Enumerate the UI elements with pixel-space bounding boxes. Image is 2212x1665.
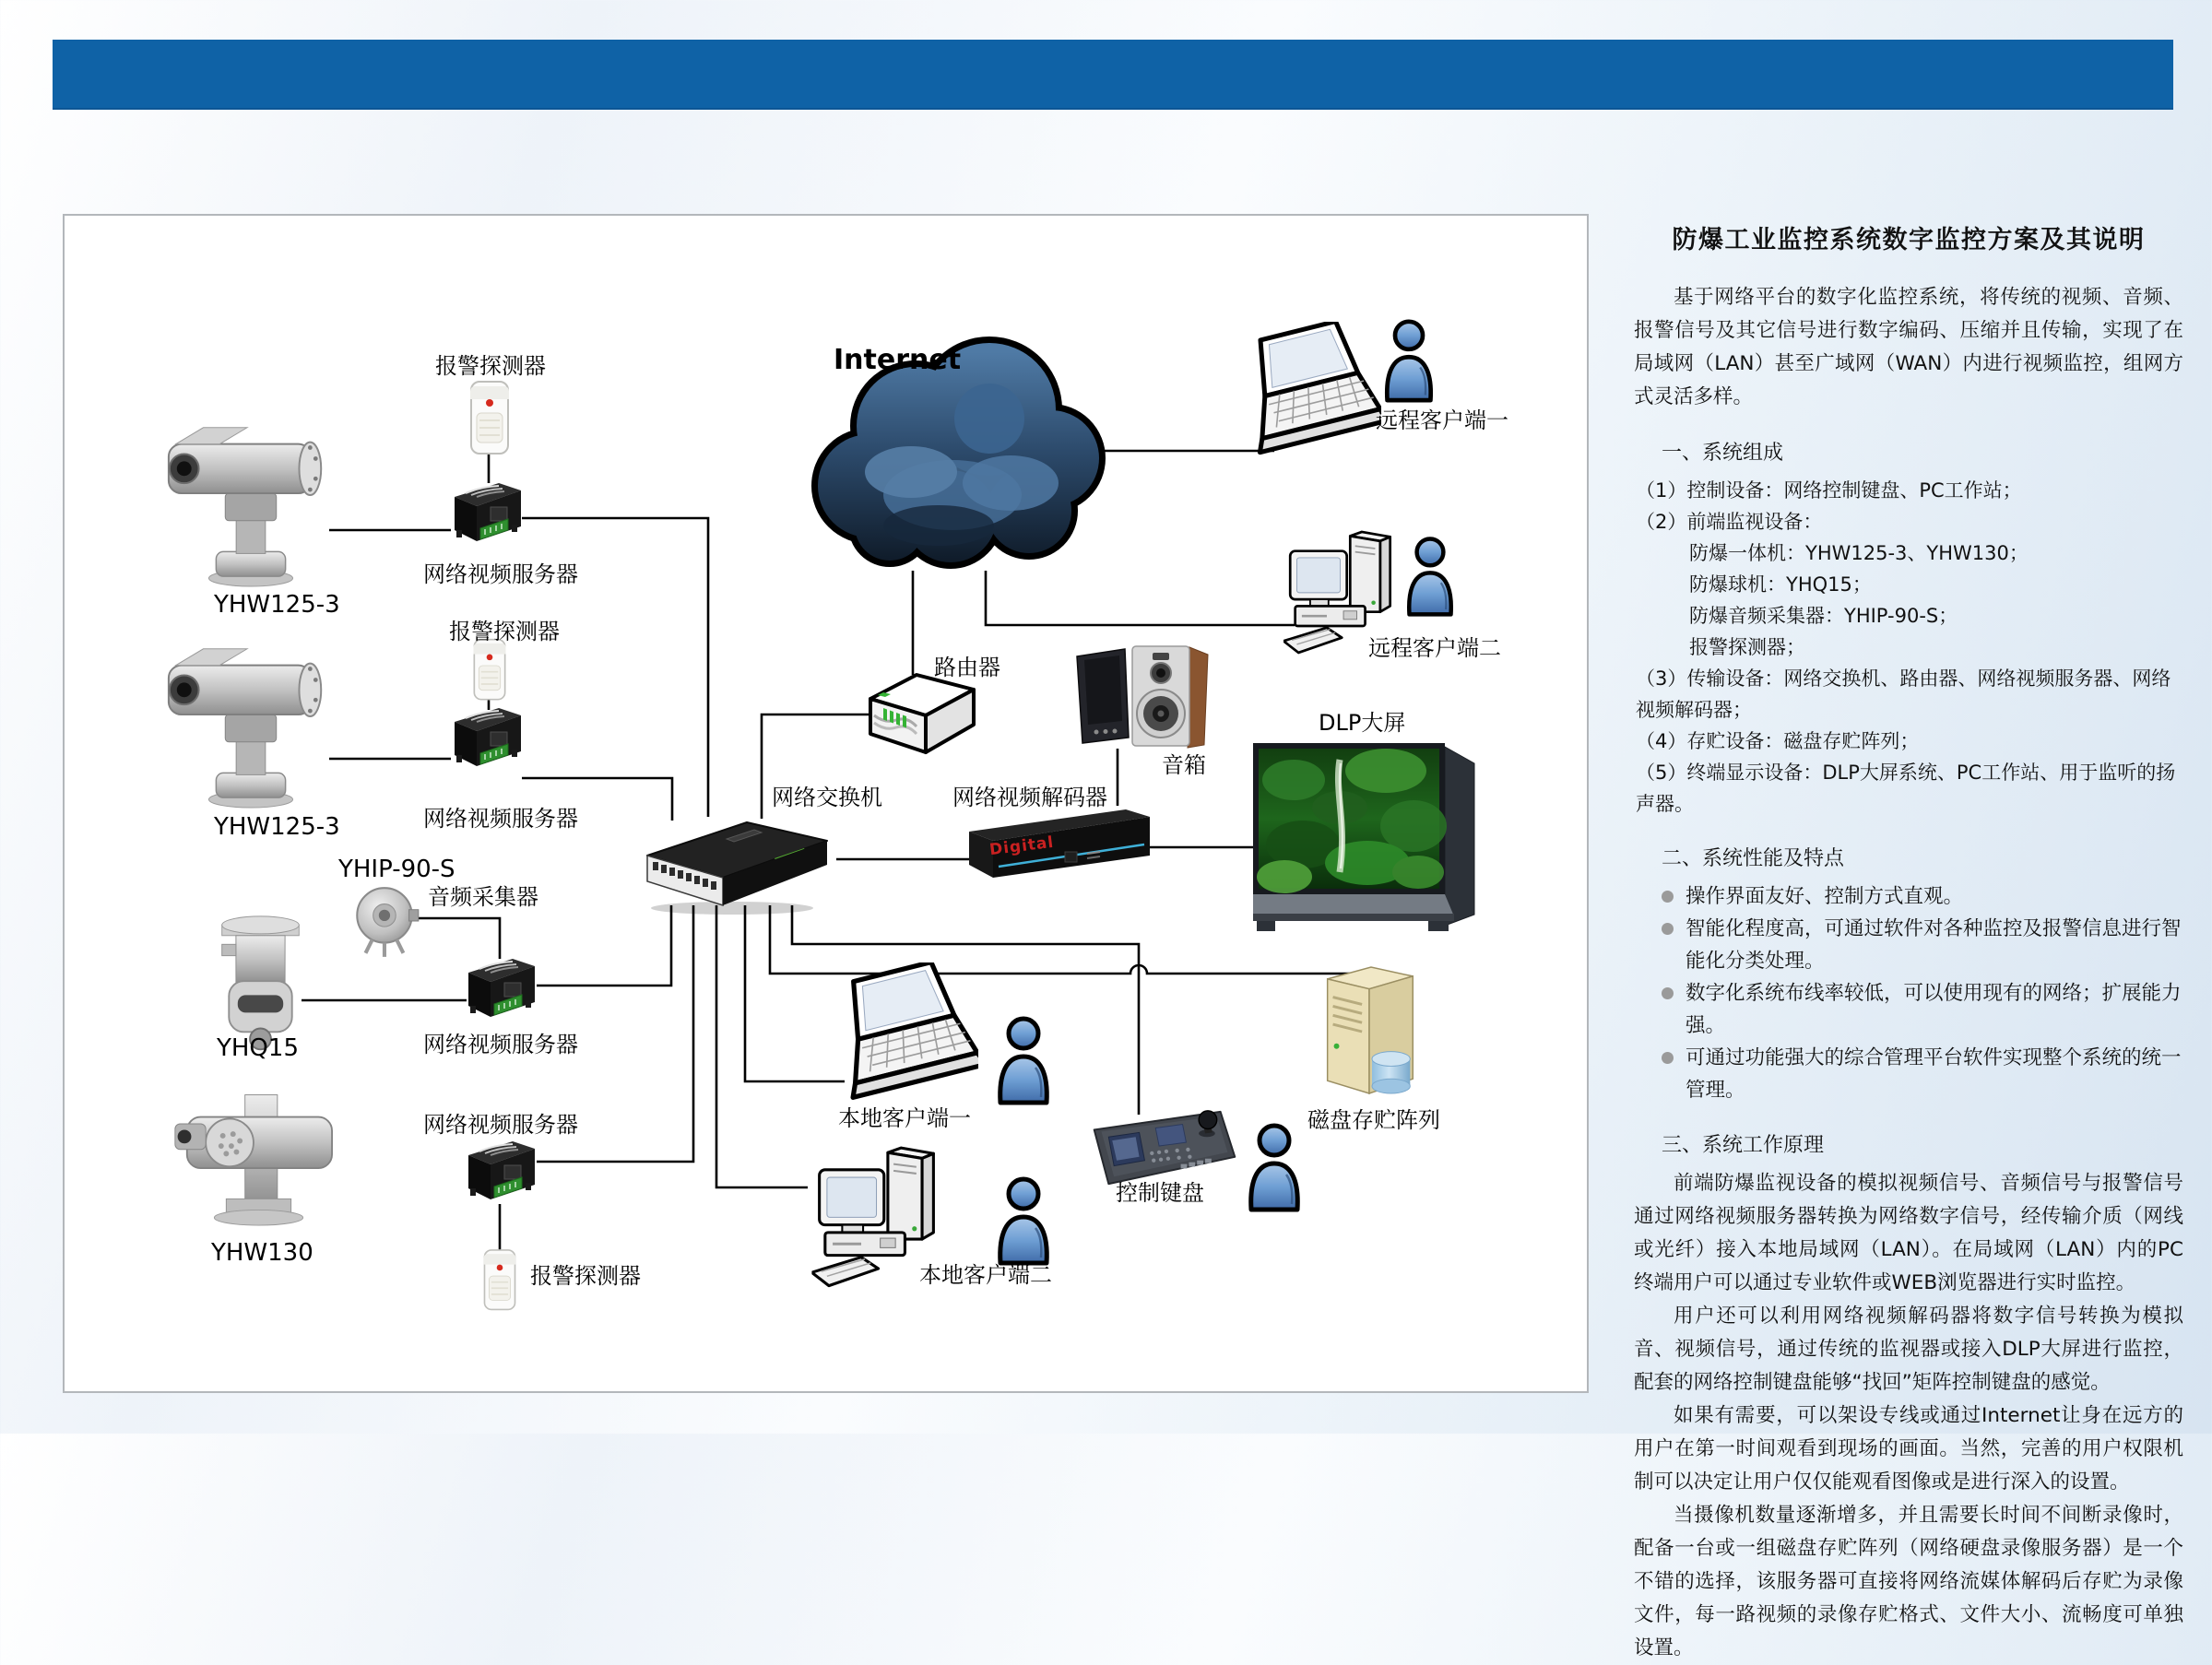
remote-user-2: [1403, 535, 1457, 618]
router-label: 路由器: [934, 655, 1000, 680]
local-user-2: [994, 1175, 1053, 1267]
decoder-label: 网络视频解码器: [952, 785, 1107, 810]
diagram-panel: [63, 214, 1589, 1393]
video-server-label-1: 网络视频服务器: [423, 561, 578, 587]
disk-array-device: [1307, 962, 1430, 1101]
remote-laptop: [1243, 322, 1381, 460]
bullet-dot-icon: [1662, 923, 1674, 935]
control-keyboard-label: 控制键盘: [1116, 1180, 1204, 1206]
local-laptop: [835, 962, 978, 1105]
feature-item: [1662, 913, 2183, 977]
bullet-dot-icon: [1662, 987, 1674, 999]
video-server-4: [461, 1136, 540, 1208]
video-server-label-3: 网络视频服务器: [423, 1032, 578, 1057]
intro-paragraph: 基于网络平台的数字化监控系统，将传统的视频、音频、报警信号及其它信号进行数字编码、压缩并且传输，实现了在局域网（LAN）甚至广域网（WAN）内进行视频监控，组网方式灵活多样。: [1634, 286, 2183, 408]
decoder-device: [962, 800, 1155, 885]
feature-text: 可通过功能强大的综合管理平台软件实现整个系统的统一管理。: [1686, 1046, 2182, 1102]
audio-model-label: YHIP-90-S: [338, 856, 455, 883]
local-client2-label: 本地客户端二: [919, 1262, 1052, 1288]
section-principle: [1634, 1130, 2183, 1665]
s1-sub2: 防爆球机：YHQ15；: [1689, 573, 1872, 596]
audio-collector: [353, 881, 420, 961]
video-server-label-2: 网络视频服务器: [423, 806, 578, 832]
feature-item: [1662, 977, 2183, 1042]
s1-item4: （4）存贮设备：磁盘存贮阵列；: [1636, 730, 1920, 752]
video-server-label-4: 网络视频服务器: [423, 1112, 578, 1138]
video-server-3: [461, 953, 540, 1025]
audio-name-label: 音频采集器: [428, 884, 538, 910]
s1-item1: （1）控制设备：网络控制键盘、PC工作站；: [1636, 479, 2022, 502]
ptz-camera-1: [160, 407, 342, 590]
switch-device: [638, 813, 836, 916]
s1-item3: （3）传输设备：网络交换机、路由器、网络视频服务器、网络视频解码器；: [1636, 667, 2171, 721]
alarm-detector-1: [468, 380, 511, 457]
remote-user-1: [1381, 317, 1437, 404]
disk-array-label: 磁盘存贮阵列: [1307, 1107, 1440, 1133]
internet-label: Internet: [834, 344, 962, 376]
camera2-label: YHW125-3: [214, 813, 340, 841]
detector-label-3: 报警探测器: [530, 1263, 641, 1289]
s1-sub3: 防爆音频采集器：YHIP-90-S；: [1689, 605, 1958, 627]
alarm-detector-3: [482, 1248, 517, 1313]
router-device: [865, 667, 979, 760]
feature-text: 数字化系统布线率较低，可以使用现有的网络；扩展能力强。: [1686, 982, 2182, 1037]
section3-heading: 三、系统工作原理: [1662, 1134, 1825, 1157]
local-client1-label: 本地客户端一: [838, 1105, 971, 1131]
feature-item: [1662, 880, 2183, 913]
s1-sub4: 报警探测器；: [1689, 636, 1805, 658]
section2-heading: 二、系统性能及特点: [1662, 847, 1845, 870]
top-banner-bar: [53, 40, 2173, 110]
feature-text: 操作界面友好、控制方式直观。: [1686, 885, 1964, 908]
dlp-screen: [1248, 734, 1489, 939]
bullet-dot-icon: [1662, 1052, 1674, 1064]
feature-item: [1662, 1042, 2183, 1106]
speakers-device: [1073, 644, 1216, 752]
remote-client2-label: 远程客户端二: [1368, 635, 1501, 661]
feature-text: 智能化程度高，可通过软件对各种监控及报警信息进行智能化分类处理。: [1686, 917, 2182, 973]
ir-camera: [173, 1090, 344, 1226]
ptz-camera-2: [160, 629, 342, 811]
video-server-1: [447, 478, 526, 549]
detector-label-1: 报警探测器: [435, 353, 546, 379]
s1-item5: （5）终端显示设备：DLP大屏系统、PC工作站、用于监听的扬声器。: [1636, 762, 2176, 815]
principle-paragraph-1: 前端防爆监视设备的模拟视频信号、音频信号与报警信号通过网络视频服务器转换为网络数字信号，经传输介质（网线或光纤）接入本地局域网（LAN）。在局域网（LAN）内的PC终端用户可以通过专业软件或WEB浏览器进行实时监控。: [1634, 1172, 2183, 1294]
principle-paragraph-2: 用户还可以利用网络视频解码器将数字信号转换为模拟音、视频信号，通过传统的监视器或接入DLP大屏进行监控，配套的网络控制键盘能够“找回”矩阵控制键盘的感觉。: [1634, 1305, 2183, 1394]
video-server-2: [447, 703, 526, 774]
section-features: [1634, 844, 2183, 1106]
local-user-1: [994, 1014, 1053, 1106]
section1-heading: 一、系统组成: [1662, 442, 1784, 465]
bullet-dot-icon: [1662, 891, 1674, 903]
detector-label-2: 报警探测器: [449, 619, 560, 644]
speakers-label: 音箱: [1162, 752, 1206, 778]
switch-label: 网络交换机: [772, 785, 882, 810]
keyboard-user: [1245, 1121, 1304, 1213]
section-composition: [1634, 438, 2183, 820]
s1-sub1: 防爆一体机：YHW125-3、YHW130；: [1689, 542, 2029, 564]
page-title: 防爆工业监控系统数字监控方案及其说明: [1672, 226, 2146, 254]
camera3-label: YHQ15: [217, 1034, 299, 1062]
control-keyboard-device: [1086, 1106, 1241, 1189]
article-column: [1634, 219, 2183, 1665]
camera1-label: YHW125-3: [214, 591, 340, 619]
principle-paragraph-3: 如果有需要，可以架设专线或通过Internet让身在远方的用户在第一时间观看到现场的画面。当然，完善的用户权限机制可以决定让用户仅仅能观看图像或是进行深入的设置。: [1634, 1404, 2183, 1494]
decoder-brand-text: Digital: [988, 832, 1056, 860]
remote-client1-label: 远程客户端一: [1376, 407, 1508, 433]
s1-item2: （2）前端监视设备：: [1636, 511, 1823, 533]
dlp-label: DLP大屏: [1319, 710, 1406, 736]
camera4-label: YHW130: [211, 1239, 313, 1267]
alarm-detector-2: [470, 638, 509, 703]
principle-paragraph-4: 当摄像机数量逐渐增多，并且需要长时间不间断录像时，配备一台或一组磁盘存贮阵列（网络硬盘录像服务器）是一个不错的选择，该服务器可直接将网络流媒体解码后存贮为录像文件，每一路视频的录像存贮格式、文件大小、流畅度可单独设置。: [1634, 1504, 2183, 1659]
